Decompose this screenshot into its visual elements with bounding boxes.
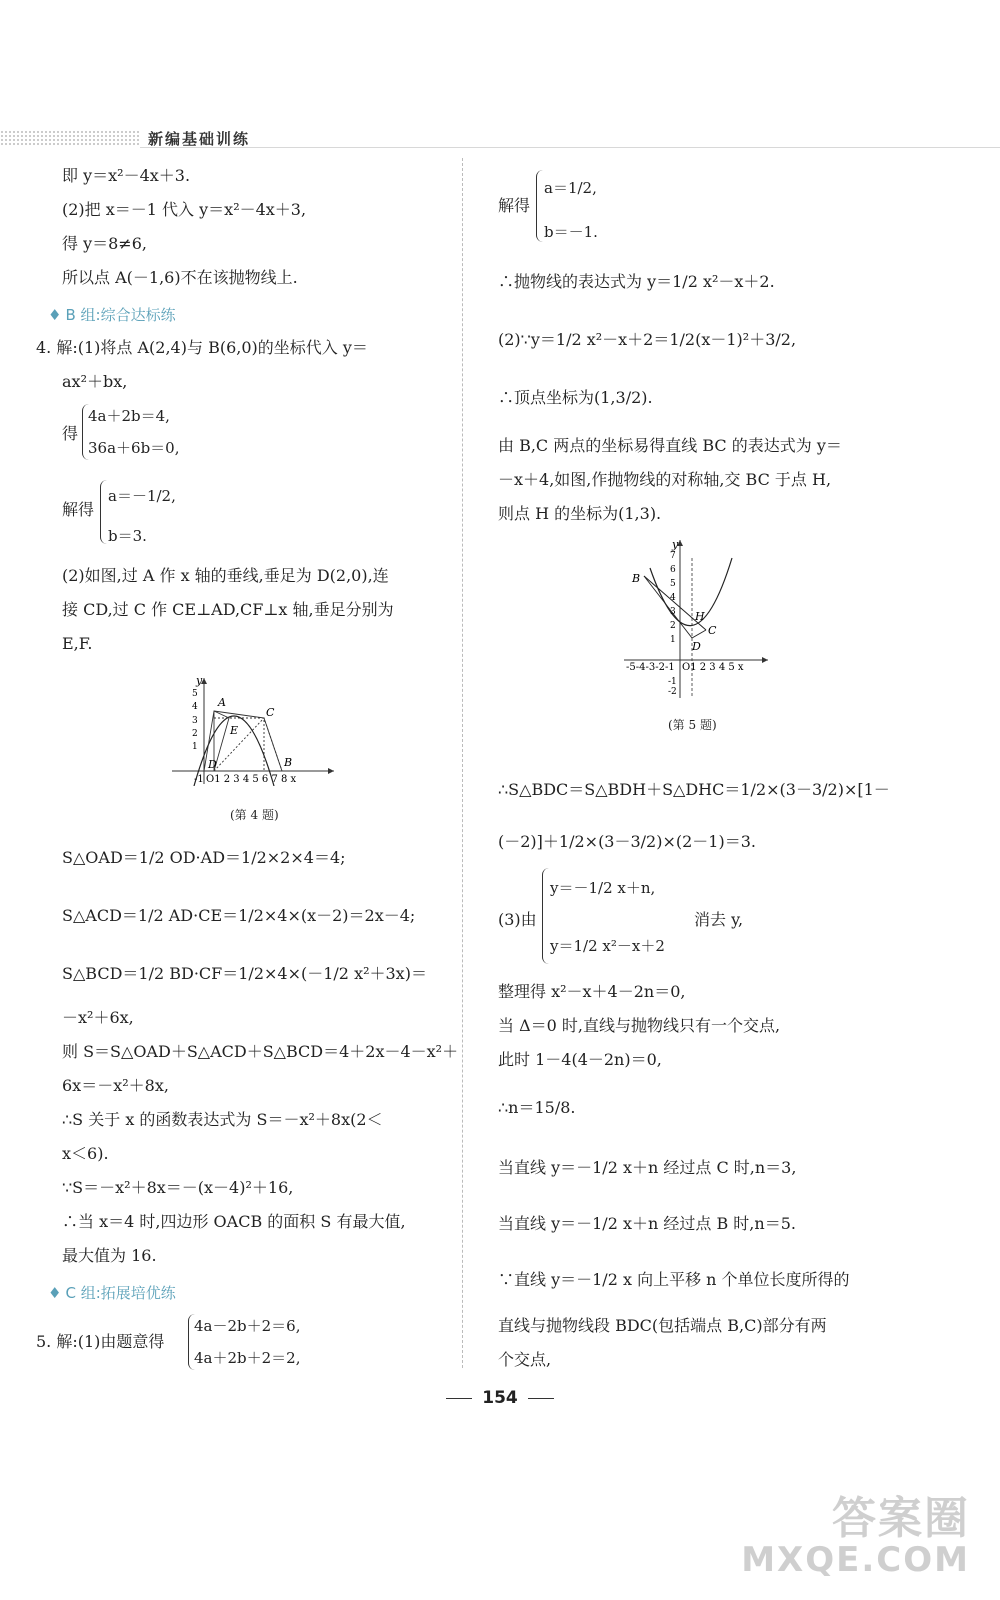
text-line: 即 y＝x²－4x＋3. [62, 166, 191, 185]
text-line: 由 B,C 两点的坐标易得直线 BC 的表达式为 y＝ [498, 436, 842, 455]
header-title: 新编基础训练 [148, 130, 251, 148]
svg-text:D: D [692, 640, 701, 653]
svg-text:-1: -1 [194, 774, 204, 785]
svg-text:B: B [632, 572, 641, 585]
svg-text:C: C [266, 706, 275, 719]
watermark [741, 1482, 970, 1580]
text-line: 得 [62, 424, 79, 443]
text-line: ∴顶点坐标为(1,3/2). [498, 388, 653, 407]
svg-text:4: 4 [670, 593, 676, 603]
text-line: 解得 [498, 196, 531, 215]
diamond-icon: ♦ [48, 306, 62, 324]
svg-text:H: H [695, 610, 705, 623]
equation-brace [100, 480, 107, 544]
text-line: E,F. [62, 634, 93, 653]
text-line: 直线与抛物线段 BDC(包括端点 B,C)部分有两 [498, 1316, 827, 1335]
text-line: 当 Δ＝0 时,直线与抛物线只有一个交点, [498, 1016, 781, 1035]
figure-4-caption: (第 4 题) [230, 808, 279, 822]
watermark-bottom: MXQE.COM [741, 1540, 970, 1580]
text-line: 接 CD,过 C 作 CE⊥AD,CF⊥x 轴,垂足分别为 [62, 600, 394, 619]
text-line: ∴n＝15/8. [498, 1098, 576, 1117]
equation-brace [542, 868, 549, 964]
text-line: ax²＋bx, [62, 372, 128, 391]
text-line: 当直线 y＝－1/2 x＋n 经过点 C 时,n＝3, [498, 1158, 797, 1177]
section-heading-b: ♦ B 组:综合达标练 [48, 306, 176, 324]
svg-text:7: 7 [670, 551, 676, 561]
svg-text:y: y [672, 538, 679, 551]
watermark-top: 答案圈 [832, 1493, 970, 1544]
text-line: 整理得 x²－x＋4－2n＝0, [498, 982, 686, 1001]
text-line: 解得 [62, 500, 95, 519]
page-header [0, 128, 1000, 150]
text-line: (3)由 [498, 910, 537, 929]
equation-line: a＝－1/2, [108, 487, 176, 505]
equation-brace [536, 170, 543, 242]
text-line: (2)把 x＝－1 代入 y＝x²－4x＋3, [62, 200, 307, 219]
svg-text:O1 2 3 4 5 x: O1 2 3 4 5 x [682, 662, 744, 673]
svg-text:1: 1 [670, 635, 676, 645]
text-line: (－2)]＋1/2×(3－3/2)×(2－1)＝3. [498, 832, 756, 851]
svg-text:3: 3 [192, 716, 198, 726]
column-divider [462, 158, 463, 1368]
svg-text:A: A [218, 696, 226, 709]
svg-text:-5-4-3-2-1: -5-4-3-2-1 [626, 662, 675, 673]
text-line: ∴S△BDC＝S△BDH＋S△DHC＝1/2×(3－3/2)×[1－ [498, 780, 890, 799]
svg-text:2: 2 [192, 729, 198, 739]
svg-text:3: 3 [670, 607, 676, 617]
text-line: －x²＋6x, [62, 1008, 134, 1027]
text-line: 得 y＝8≠6, [62, 234, 147, 253]
text-line: 所以点 A(－1,6)不在该抛物线上. [62, 268, 298, 287]
figure-4-graph [172, 676, 342, 786]
svg-text:2: 2 [670, 621, 676, 631]
section-heading-c: ♦ C 组:拓展培优练 [48, 1284, 176, 1302]
svg-text:E: E [230, 724, 239, 737]
equation-line: b＝3. [108, 527, 147, 545]
text-line: ∴抛物线的表达式为 y＝1/2 x²－x＋2. [498, 272, 775, 291]
figure-5-graph [622, 538, 772, 700]
text-line: 最大值为 16. [62, 1246, 157, 1265]
equation-line: b＝－1. [544, 223, 598, 241]
diamond-icon: ♦ [48, 1284, 62, 1302]
header-dot-pattern [0, 130, 140, 146]
text-line: (2)∵y＝1/2 x²－x＋2＝1/2(x－1)²＋3/2, [498, 330, 797, 349]
equation-line: 36a＋6b＝0, [88, 439, 180, 457]
text-line: 则点 H 的坐标为(1,3). [498, 504, 662, 523]
equation-line: 4a－2b＋2＝6, [194, 1317, 301, 1335]
text-line: ∵直线 y＝－1/2 x 向上平移 n 个单位长度所得的 [498, 1270, 850, 1289]
text-line: ∵S＝－x²＋8x＝－(x－4)²＋16, [62, 1178, 294, 1197]
text-line: S△OAD＝1/2 OD·AD＝1/2×2×4＝4; [62, 848, 346, 867]
question-4-line: 4. 解:(1)将点 A(2,4)与 B(6,0)的坐标代入 y＝ [36, 338, 368, 357]
text-line: 消去 y, [694, 910, 744, 929]
text-line: x＜6). [62, 1144, 109, 1163]
question-5-line: 5. 解:(1)由题意得 [36, 1332, 165, 1351]
text-line: 则 S＝S△OAD＋S△ACD＋S△BCD＝4＋2x－4－x²＋ [62, 1042, 459, 1061]
figure-5-caption: (第 5 题) [668, 718, 717, 732]
equation-line: 4a＋2b＝4, [88, 407, 170, 425]
svg-text:1: 1 [192, 742, 198, 752]
text-line: S△ACD＝1/2 AD·CE＝1/2×4×(x－2)＝2x－4; [62, 906, 416, 925]
text-line: －x＋4,如图,作抛物线的对称轴,交 BC 于点 H, [498, 470, 832, 489]
svg-text:6: 6 [670, 565, 676, 575]
svg-text:B: B [284, 756, 293, 769]
text-line: ∴S 关于 x 的函数表达式为 S＝－x²＋8x(2＜ [62, 1110, 383, 1129]
svg-text:-1: -1 [668, 677, 677, 687]
text-line: 6x＝－x²＋8x, [62, 1076, 169, 1095]
svg-text:y: y [196, 676, 203, 687]
equation-line: y＝－1/2 x＋n, [550, 879, 656, 897]
page-number: 154 [0, 1388, 1000, 1408]
svg-text:O1 2 3 4 5 6 7 8 x: O1 2 3 4 5 6 7 8 x [206, 774, 297, 785]
text-line: (2)如图,过 A 作 x 轴的垂线,垂足为 D(2,0),连 [62, 566, 389, 585]
text-line: 个交点, [498, 1350, 552, 1369]
equation-line: a＝1/2, [544, 179, 597, 197]
text-line: 当直线 y＝－1/2 x＋n 经过点 B 时,n＝5. [498, 1214, 796, 1233]
text-line: ∴当 x＝4 时,四边形 OACB 的面积 S 有最大值, [62, 1212, 406, 1231]
svg-text:4: 4 [192, 702, 198, 712]
svg-text:5: 5 [670, 579, 676, 589]
svg-text:-2: -2 [668, 687, 677, 697]
equation-line: y＝1/2 x²－x＋2 [550, 937, 665, 955]
svg-text:C: C [708, 624, 717, 637]
header-rule [140, 147, 1000, 148]
svg-text:5: 5 [192, 689, 198, 699]
equation-line: 4a＋2b＋2＝2, [194, 1349, 301, 1367]
text-line: S△BCD＝1/2 BD·CF＝1/2×4×(－1/2 x²＋3x)＝ [62, 964, 427, 983]
text-line: 此时 1－4(4－2n)＝0, [498, 1050, 662, 1069]
svg-text:D: D [208, 758, 217, 771]
